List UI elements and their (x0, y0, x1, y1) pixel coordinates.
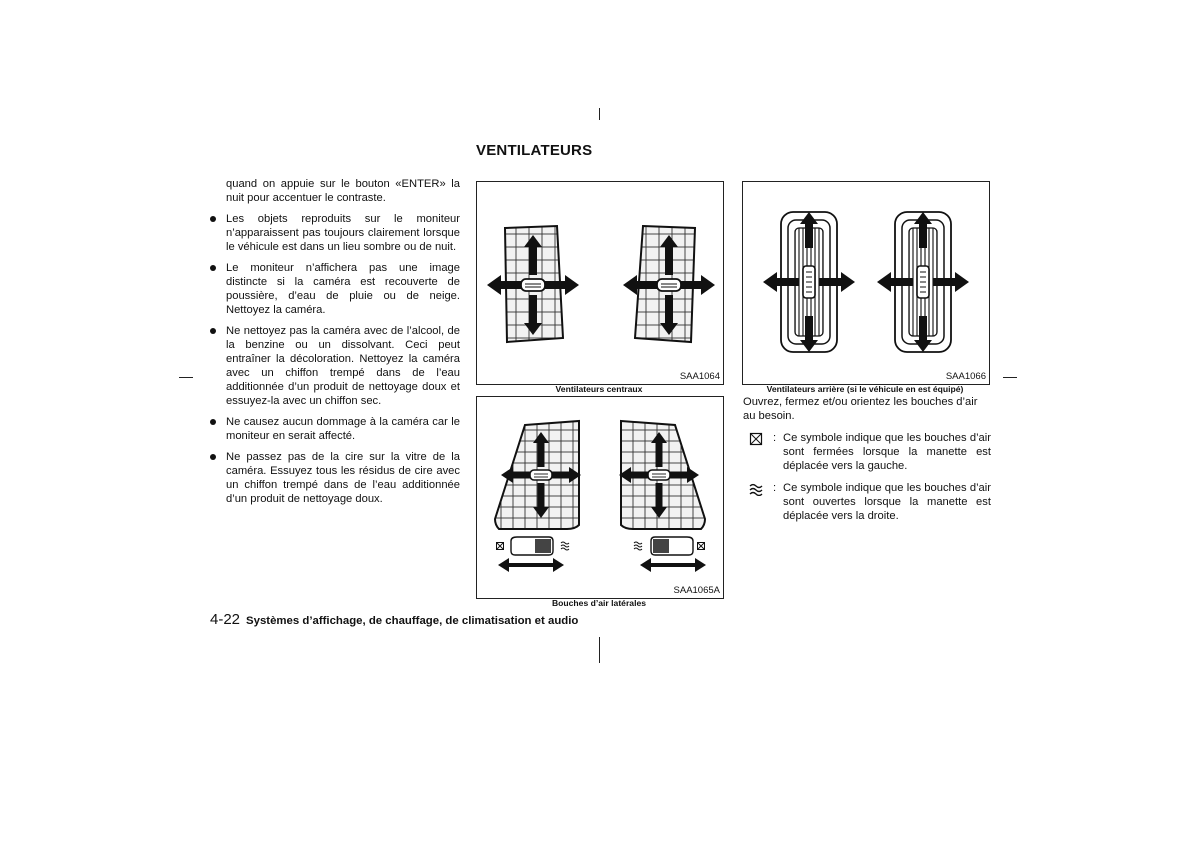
page-footer (210, 611, 578, 628)
intro-paragraph: quand on appuie sur le bouton «ENTER» la nuit pour accentuer le contraste. (226, 178, 460, 204)
center-vents-illustration (477, 182, 723, 384)
bullet-item: Ne nettoyez pas la caméra avec de l’alcool, de la benzine ou un dissolvant. Ceci peut entraîner la décoloration. Nettoyez la caméra avec un chiffon trempé dans de l’eau additionnée d’un produit de nettoyage doux et essuyez-la avec un chiffon sec. (210, 324, 460, 408)
symbol-description (743, 481, 991, 523)
side-vents-illustration (477, 397, 723, 598)
symbol-text: Ce symbole indique que les bouches d’air sont ouvertes lorsque la manette est déplacée vers la droite. (783, 482, 991, 522)
figure-caption: Ventilateurs centraux (555, 384, 643, 394)
bullet-dot-icon (210, 454, 216, 460)
figure-code: SAA1064 (679, 371, 720, 382)
symbol-colon: : (773, 432, 777, 444)
figure-center-vents (476, 181, 724, 385)
figure-code: SAA1065A (673, 585, 720, 596)
symbol-description (743, 431, 991, 473)
left-text-column (210, 177, 460, 513)
bullet-dot-icon (210, 419, 216, 425)
bullet-dot-icon (210, 328, 216, 334)
right-text-column (743, 395, 991, 531)
symbol-text: Ce symbole indique que les bouches d’air sont fermées lorsque la manette est déplacée vers la gauche. (783, 432, 991, 472)
crop-mark-left (179, 377, 193, 378)
bullet-item: Le moniteur n’affichera pas une image distincte si la caméra est recouverte de poussière, d’eau de pluie ou de neige. Nettoyez la caméra. (210, 261, 460, 317)
figure-side-vents (476, 396, 724, 599)
bullet-dot-icon (210, 265, 216, 271)
figure-caption: Ventilateurs arrière (si le véhicule en est équipé) (766, 384, 964, 394)
section-title: VENTILATEURS (476, 142, 593, 159)
rear-vents-illustration (743, 182, 989, 384)
crop-mark-bottom (599, 637, 600, 663)
bullet-item: Ne passez pas de la cire sur la vitre de la caméra. Essuyez tous les résidus de cire avec un chiffon trempé dans de l’eau additionnée d’un produit de nettoyage doux. (210, 450, 460, 506)
figure-caption: Bouches d’air latérales (551, 598, 647, 608)
crop-mark-right (1003, 377, 1017, 378)
vent-closed-icon (749, 432, 763, 446)
bullet-item: Les objets reproduits sur le moniteur n’apparaissent pas toujours clairement lorsque le véhicule est dans un lieu sombre ou de nuit. (210, 212, 460, 254)
chapter-title: Systèmes d’affichage, de chauffage, de climatisation et audio (246, 615, 579, 627)
bullet-dot-icon (210, 216, 216, 222)
figure-code: SAA1066 (945, 371, 986, 382)
symbol-colon: : (773, 482, 777, 494)
intro-paragraph: Ouvrez, fermez et/ou orientez les bouches d’air au besoin. (743, 396, 978, 422)
page-number: 4-22 (210, 611, 241, 628)
figure-rear-vents (742, 181, 990, 385)
vent-open-icon (749, 482, 763, 496)
bullet-item: Ne causez aucun dommage à la caméra car le moniteur en serait affecté. (210, 415, 460, 443)
crop-mark-top (599, 108, 600, 120)
